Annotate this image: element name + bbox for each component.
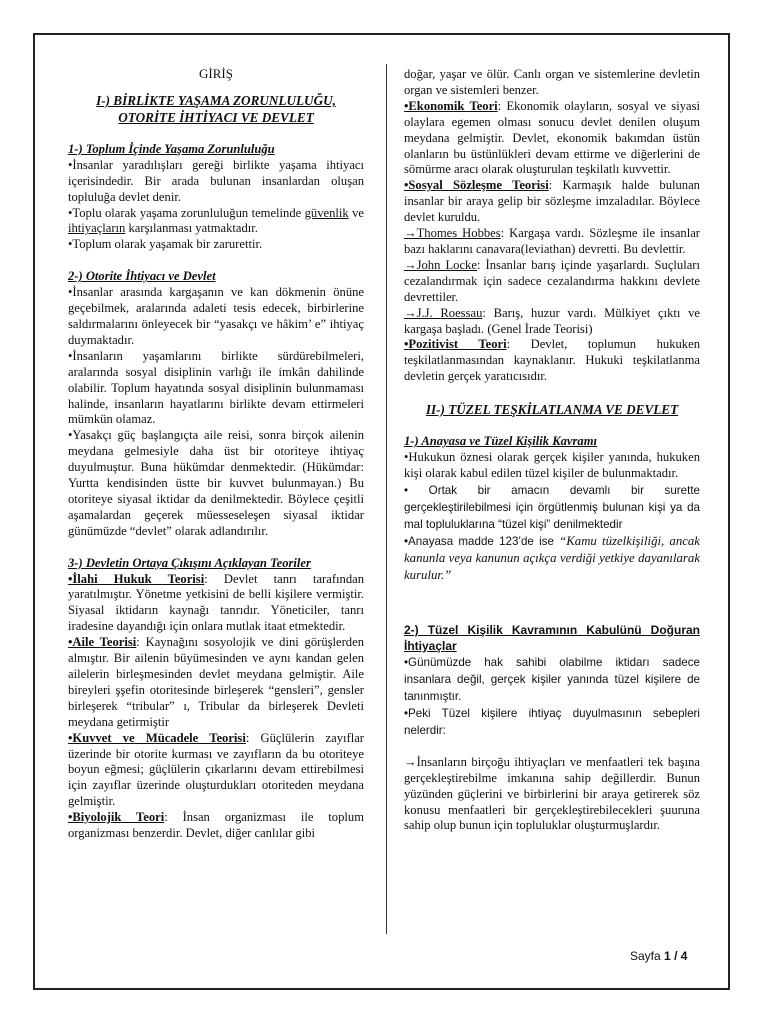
- intro-title: GİRİŞ: [199, 66, 233, 81]
- theory-kuvvet: •Kuvvet ve Mücadele Teorisi: Güçlülerin zayıflar üzerinde bir otorite kurması ve zayıfların da bu otoriteye boyun eğmesi; güçlülerin çıkarlarını devam ettirebilmesi için zayıflar üzerinde oluşturdukları otoriteden meydana gelmiştir.: [68, 730, 364, 809]
- paragraph: • Ortak bir amacın devamlı bir surette gerçekleştirilebilmesi için örgütlenmiş bulunan kişi ya da mal topluluklarına “tüzel kişi” denilmektedir: [404, 483, 700, 531]
- paragraph: doğar, yaşar ve ölür. Canlı organ ve sistemlerine devletin organ ve sistemleri benzer.: [404, 67, 700, 97]
- right-column: [404, 67, 700, 834]
- page-separator: /: [674, 949, 678, 963]
- paragraph: •Hukukun öznesi olarak gerçek kişiler yanında, hukuken kişi olarak kabul edilen tüzel kişiler de bulunmaktadır.: [404, 450, 700, 480]
- subheading-ihtiyaclar: 2-) Tüzel Kişilik Kavramının Kabulünü Doğuran İhtiyaçlar: [404, 622, 700, 653]
- thinker-roessau: →J.J. Roessau: Barış, huzur vardı. Mülkiyet çıktı ve kargaşa başladı. (Genel İrade Teorisi): [404, 305, 700, 336]
- theory-sosyal-sozlesme: •Sosyal Sözleşme Teorisi: Karmaşık halde bulunan insanlar bir araya gelip bir sözleşme imzaladılar. Böylece devlet kuruldu.: [404, 178, 700, 225]
- page-current: 1: [664, 949, 671, 963]
- subheading-anayasa: 1-) Anayasa ve Tüzel Kişilik Kavramı: [404, 434, 597, 449]
- paragraph: •Yasakçı güç başlangıçta aile reisi, sonra birçok ailenin meydana gelmesiyle daha üst bir otoriteye ihtiyaç duyulmuştur. Buna hükümdar denmektedir. (Hükümdar: Yurtta kendisinden üstte bir kuvvet bulunmayan.) Bu otoriteye siyasal iktidar da denilmektedir. Böylece çeşitli aşamalardan geçerek müesseseleşen siyasal iktidar günümüzde “devlet” olarak adlandırılır.: [68, 428, 364, 538]
- section-heading-1-line1: I-) BİRLİKTE YAŞAMA ZORUNLULUĞU,: [96, 92, 336, 108]
- paragraph: •İnsanlar yaradılışları gereği birlikte yaşama ihtiyacı içerisindedir. Bir arada bulunan insanlardan oluşan topluluğa devlet denir.: [68, 157, 364, 204]
- theory-aile: •Aile Teorisi: Kaynağını sosyolojik ve dini görüşlerden almıştır. Bir ailenin büyümesinden ve aynı kandan gelen ailelerin birleşmesinden devlet meydana gelmiştir. Aile bireyleri şşefin otoritesinde birleşerek “gensleri”, gensler birleşerek “tribular” ı, Tribular da birleşerek Devleti meydana getirmiştir: [68, 635, 364, 729]
- theory-biyolojik: •Biyolojik Teori: İnsan organizması ile toplum organizması benzerdir. Devlet, diğer canlılar gibi: [68, 810, 364, 841]
- paragraph: •Peki Tüzel kişilere ihtiyaç duyulmasının sebepleri nelerdir:: [404, 706, 700, 737]
- left-column: [68, 66, 364, 842]
- paragraph: →İnsanların birçoğu ihtiyaçları ve menfaatleri tek başına gerçekleştirebilme imkanına sahip değillerdir. Bunun yüzünden güçlerini ve birbirlerini bir araya getirerek söz konusu menfaatleri bir gerçekleştirebilecekleri şuuruna sahip olup bunun için topluluklar oluşturmuşlardır.: [404, 754, 700, 833]
- section-heading-1-line2: OTORİTE İHTİYACI VE DEVLET: [118, 109, 314, 125]
- theory-ilahi: •İlahi Hukuk Teorisi: Devlet tanrı tarafından yaratılmıştır. Yönetme yetkisini de belli kişilere vermiştir. Siyasal iktidarın kaynağı tanrıdır. Yöneticiler, tanrı iradesine dayandığı için onlara mutlak itaat etmektedir.: [68, 571, 365, 634]
- paragraph-anayasa-quote: •Anayasa madde 123’de ise “Kamu tüzelkişiliği, ancak kanunla veya kanunun açıkça verdiği yetkiye dayanılarak kurulur.”: [404, 533, 700, 582]
- paragraph: •Toplum olarak yaşamak bir zarurettir.: [68, 237, 263, 252]
- section-heading-2: II-) TÜZEL TEŞKİLATLANMA VE DEVLET: [425, 402, 679, 418]
- column-divider: [386, 64, 387, 934]
- paragraph: •İnsanların yaşamlarını birlikte sürdürebilmeleri, aralarında sosyal disiplinin varlığı ile imkân dahilinde olabilir. Toplum hayatında sosyal disiplinin bulunmaması halinde, insanların hayatlarını birlikte devam ettirmeleri mümkün olamaz.: [68, 348, 364, 427]
- theory-ekonomik: •Ekonomik Teori: Ekonomik olayların, sosyal ve siyasi olaylara egemen olması sonucu devlet denilen oluşum meydana gelmiştir. Devlet, ekonomik bakımdan üstün olanların bu üstünlükleri devam ettirme ve diğerlerini de sömürme aracı olarak oluşturulan teşkilatlı kuvvettir.: [404, 98, 700, 177]
- page-label: Sayfa: [630, 949, 661, 963]
- subheading-teoriler: 3-) Devletin Ortaya Çıkışını Açıklayan Teoriler: [68, 555, 311, 570]
- thinker-hobbes: →Thomes Hobbes: Kargaşa vardı. Sözleşme ile insanlar bazı haklarını canavara(leviathan) devretti. Bu devlettir.: [404, 226, 700, 256]
- paragraph: •Toplu olarak yaşama zorunluluğun temelinde güvenlik ve ihtiyaçların karşılanması yatmaktadır.: [68, 205, 364, 236]
- section-heading-1: [68, 92, 364, 126]
- paragraph: •İnsanlar arasında kargaşanın ve kan dökmenin önüne geçebilmek, aralarında adaleti tesis edecek, birbirlerine saldırmalarını önleyecek bir “yasakçı ve hâkim’ e” ihtiyaç duymaktadır.: [68, 285, 364, 347]
- theory-pozitivist: •Pozitivist Teori: Devlet, toplumun hukuken teşkilatlanmasından kaynaklanır. Hukuki teşkilatlanma devletin gerçek yaratıcısıdır.: [404, 337, 700, 384]
- page-number: [630, 949, 687, 963]
- paragraph: •Günümüzde hak sahibi olabilme iktidarı sadece insanlara değil, gerçek kişiler yanında tüzel kişilere de tanınmıştır.: [404, 655, 700, 703]
- subheading-otorite: 2-) Otorite İhtiyacı ve Devlet: [68, 269, 216, 284]
- subheading-toplum: 1-) Toplum İçinde Yaşama Zorunluluğu: [68, 141, 275, 156]
- thinker-locke: →John Locke: İnsanlar barış içinde yaşarlardı. Suçluları cezalandırmak için sadece cezalandırma hakkını devlete devrettiler.: [404, 257, 700, 304]
- page-total: 4: [680, 949, 688, 963]
